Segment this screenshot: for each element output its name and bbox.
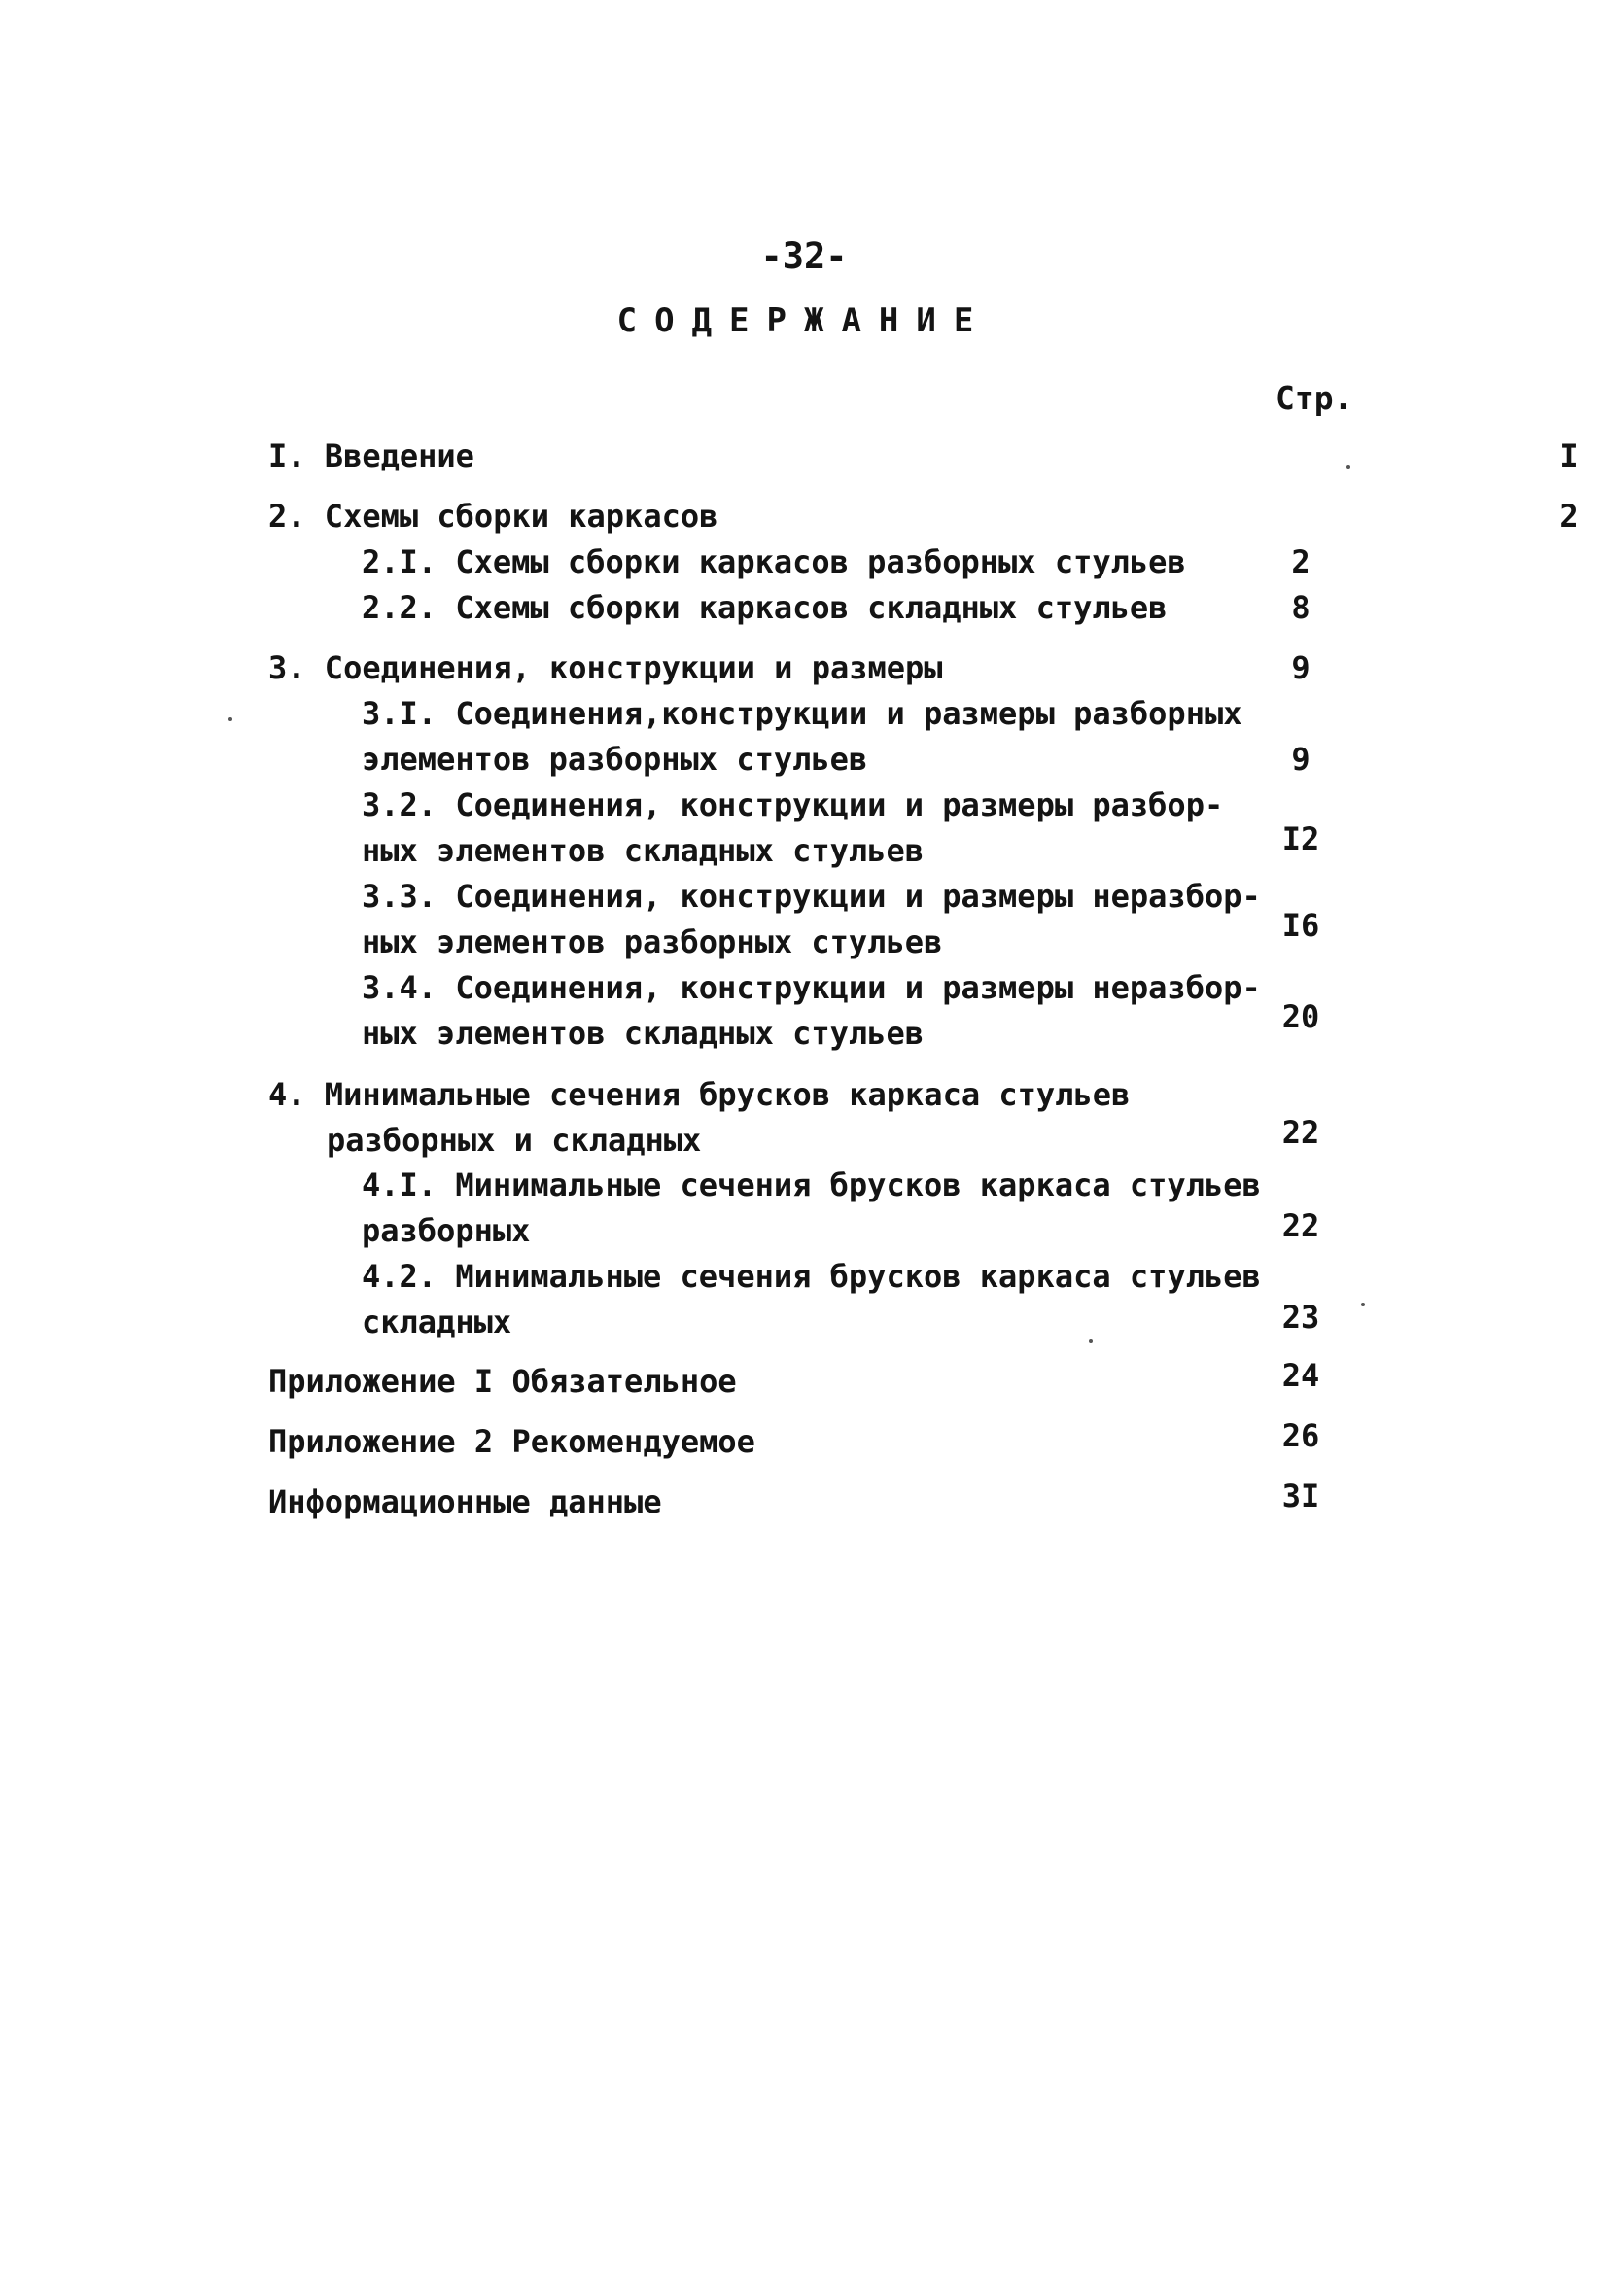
toc-entry-title: 2. Схемы сборки каркасов (268, 498, 718, 535)
toc-entry-section-4-1: 4.I. Минимальные сечения брусков каркаса стульев разборных 22 (362, 1163, 1261, 1254)
toc-entry-title: I. Введение (268, 437, 474, 474)
page-title: СОДЕРЖАНИЕ (616, 301, 992, 340)
toc-entry-title: 2.I. Схемы сборки каркасов разборных стульев (362, 543, 1186, 580)
toc-entry-section-4-2: 4.2. Минимальные сечения брусков каркаса стульев складных 23 (362, 1254, 1261, 1345)
toc-entry-title: 4.2. Минимальные сечения брусков каркаса стульев (362, 1258, 1261, 1295)
toc-entry-title: Информационные данные (268, 1483, 662, 1520)
toc-entry-introduction: I. Введение I (268, 434, 474, 479)
toc-entry-appendix-1: Приложение I Обязательное 24 (268, 1359, 737, 1405)
scan-speck (228, 717, 232, 721)
toc-entry-section-2-2: 2.2. Схемы сборки каркасов складных стульев 8 (362, 585, 1167, 631)
toc-entry-title-cont: ных элементов складных стульев (362, 1015, 924, 1052)
toc-entry-title: 4. Минимальные сечения брусков каркаса стульев (268, 1076, 1131, 1113)
toc-entry-section-3: 3. Соединения, конструкции и размеры 9 (268, 645, 943, 691)
page-column-header: Стр. (1276, 379, 1353, 417)
toc-entry-section-3-2: 3.2. Соединения, конструкции и размеры разбор- ных элементов складных стульев I2 (362, 783, 1223, 874)
toc-entry-info-data: Информационные данные 3I (268, 1479, 662, 1525)
scan-speck (1361, 1303, 1365, 1306)
toc-entry-section-2-1: 2.I. Схемы сборки каркасов разборных стульев 2 (362, 539, 1186, 585)
toc-entry-title: 4.I. Минимальные сечения брусков каркаса стульев (362, 1166, 1261, 1203)
toc-entry-title-cont: элементов разборных стульев (362, 741, 868, 778)
toc-entry-title: 3.2. Соединения, конструкции и размеры разбор- (362, 786, 1224, 823)
toc-entry-title: 3.I. Соединения,конструкции и размеры разборных (362, 695, 1242, 732)
toc-entry-title: 2.2. Схемы сборки каркасов складных стульев (362, 589, 1168, 626)
page-number: -32- (760, 235, 848, 277)
toc-entry-title-cont: разборных и складных (327, 1122, 702, 1159)
toc-entry-section-3-3: 3.3. Соединения, конструкции и размеры неразбор- ных элементов разборных стульев I6 (362, 874, 1261, 965)
toc-entry-title-cont: ных элементов складных стульев (362, 832, 924, 869)
toc-entry-title: 3.4. Соединения, конструкции и размеры неразбор- (362, 969, 1261, 1006)
toc-entry-title: Приложение I Обязательное (268, 1363, 737, 1400)
toc-entry-title: 3.3. Соединения, конструкции и размеры неразбор- (362, 878, 1261, 915)
toc-entry-title: 3. Соединения, конструкции и размеры (268, 649, 943, 686)
toc-entry-title-cont: ных элементов разборных стульев (362, 923, 943, 960)
toc-entry-section-3-1: 3.I. Соединения,конструкции и размеры разборных элементов разборных стульев 9 (362, 691, 1241, 783)
toc-entry-title-cont: складных (362, 1304, 512, 1340)
toc-entry-title: Приложение 2 Рекомендуемое (268, 1423, 755, 1460)
scan-speck (1089, 1339, 1093, 1343)
toc-entry-section-3-4: 3.4. Соединения, конструкции и размеры неразбор- ных элементов складных стульев 20 (362, 965, 1261, 1057)
toc-entry-section-4: 4. Минимальные сечения брусков каркаса стульев разборных и складных 22 (268, 1072, 1130, 1164)
toc-entry-appendix-2: Приложение 2 Рекомендуемое 26 (268, 1419, 755, 1465)
toc-entry-section-2: 2. Схемы сборки каркасов 2 (268, 494, 717, 539)
scan-speck (1346, 465, 1350, 469)
toc-entry-title-cont: разборных (362, 1212, 531, 1249)
